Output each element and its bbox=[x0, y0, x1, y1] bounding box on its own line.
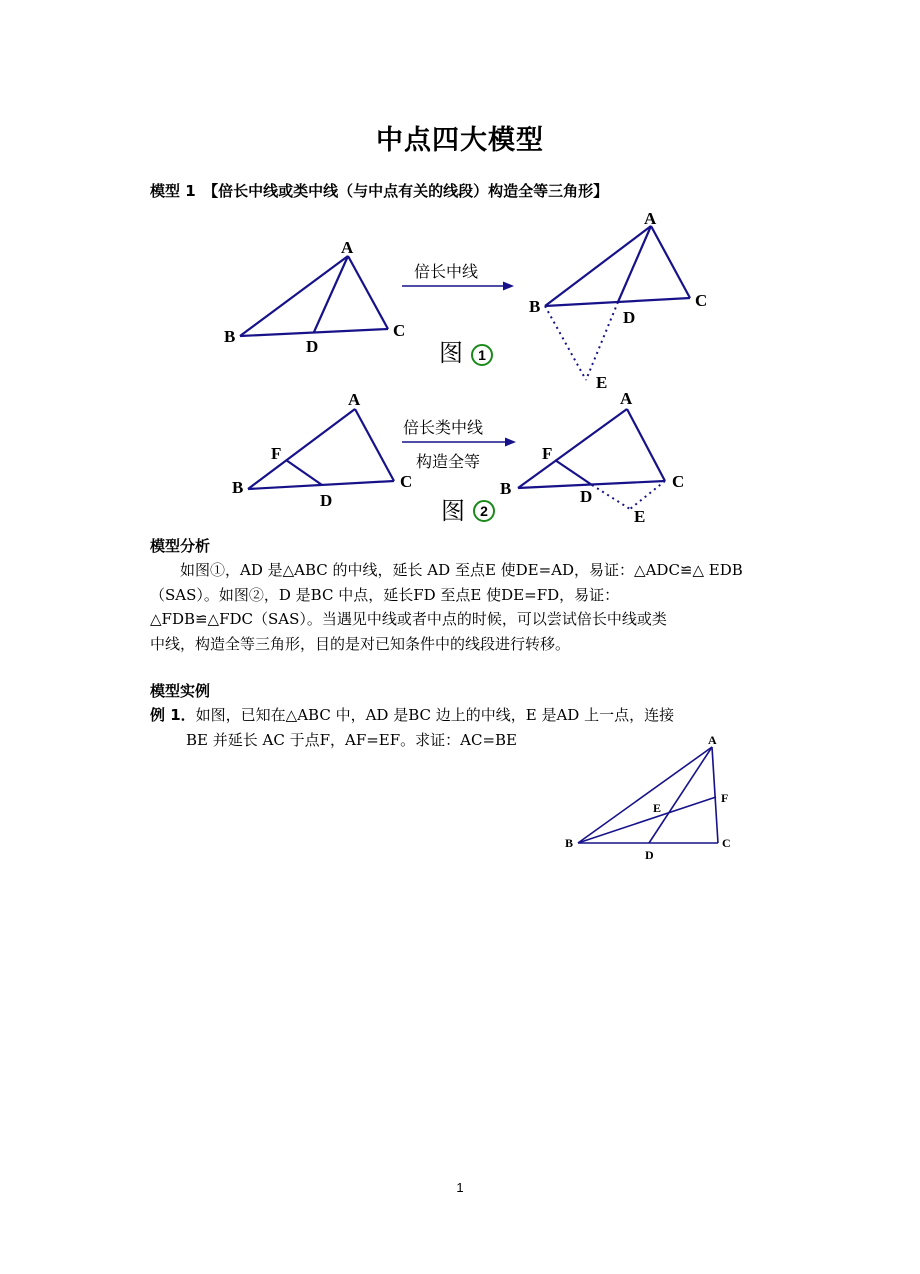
example1-text-2: BE 并延长 AC 于点F，AF=EF。求证：AC=BE bbox=[186, 731, 518, 749]
label-b: B bbox=[529, 297, 541, 316]
label-b: B bbox=[565, 836, 574, 850]
label-f: F bbox=[271, 444, 282, 463]
segment-bf bbox=[578, 797, 716, 843]
page-title: 中点四大模型 bbox=[376, 125, 544, 156]
page-number: 1 bbox=[456, 1180, 464, 1195]
examples-heading: 模型实例 bbox=[150, 682, 211, 700]
figure1-label: 图 bbox=[439, 339, 463, 367]
example1-text-1: 如图，已知在△ABC 中，AD 是BC 边上的中线，E 是AD 上一点，连接 bbox=[195, 706, 675, 724]
label-d: D bbox=[645, 848, 654, 862]
label-d: D bbox=[580, 487, 593, 506]
label-a: A bbox=[644, 209, 657, 228]
label-a: A bbox=[348, 390, 361, 409]
label-c: C bbox=[393, 321, 406, 340]
figure2-arrow-caption-top: 倍长类中线 bbox=[403, 418, 484, 437]
figure2-number: 2 bbox=[480, 503, 488, 519]
analysis-line-2: （SAS）。如图②，D 是BC 中点，延长FD 至点E 使DE=FD，易证： bbox=[150, 586, 620, 604]
label-c: C bbox=[672, 472, 685, 491]
label-c: C bbox=[400, 472, 413, 491]
analysis-heading: 模型分析 bbox=[150, 537, 211, 555]
label-a: A bbox=[708, 733, 717, 747]
label-d: D bbox=[623, 308, 636, 327]
label-b: B bbox=[500, 479, 512, 498]
analysis-line-3: △FDB≌△FDC（SAS）。当遇见中线或者中点的时候，可以尝试倍长中线或类 bbox=[150, 610, 667, 628]
segment-ab bbox=[578, 747, 712, 843]
label-a: A bbox=[620, 389, 633, 408]
example1-label: 例 1． bbox=[150, 706, 196, 724]
label-e: E bbox=[634, 507, 646, 526]
label-b: B bbox=[232, 478, 244, 497]
label-a: A bbox=[341, 238, 354, 257]
label-d: D bbox=[306, 337, 319, 356]
label-d: D bbox=[320, 491, 333, 510]
figure1-number: 1 bbox=[478, 347, 486, 363]
figure2-arrow-caption-bottom: 构造全等 bbox=[416, 452, 481, 471]
analysis-line-1: 如图①，AD 是△ABC 的中线，延长 AD 至点E 使DE=AD，易证：△ADC≌△ EDB bbox=[150, 561, 743, 579]
figure2-label: 图 bbox=[441, 497, 465, 525]
label-c: C bbox=[722, 836, 731, 850]
segment-ac bbox=[712, 747, 718, 843]
label-c: C bbox=[695, 291, 708, 310]
analysis-line-4: 中线，构造全等三角形，目的是对已知条件中的线段进行转移。 bbox=[150, 635, 571, 653]
label-b: B bbox=[224, 327, 236, 346]
segment-ad bbox=[649, 747, 712, 843]
label-e: E bbox=[596, 373, 608, 392]
figure1-arrow-caption: 倍长中线 bbox=[414, 262, 479, 281]
label-e: E bbox=[653, 801, 662, 815]
label-f: F bbox=[542, 444, 553, 463]
model1-heading: 模型 1 【倍长中线或类中线（与中点有关的线段）构造全等三角形】 bbox=[150, 182, 609, 200]
label-f: F bbox=[721, 791, 729, 805]
